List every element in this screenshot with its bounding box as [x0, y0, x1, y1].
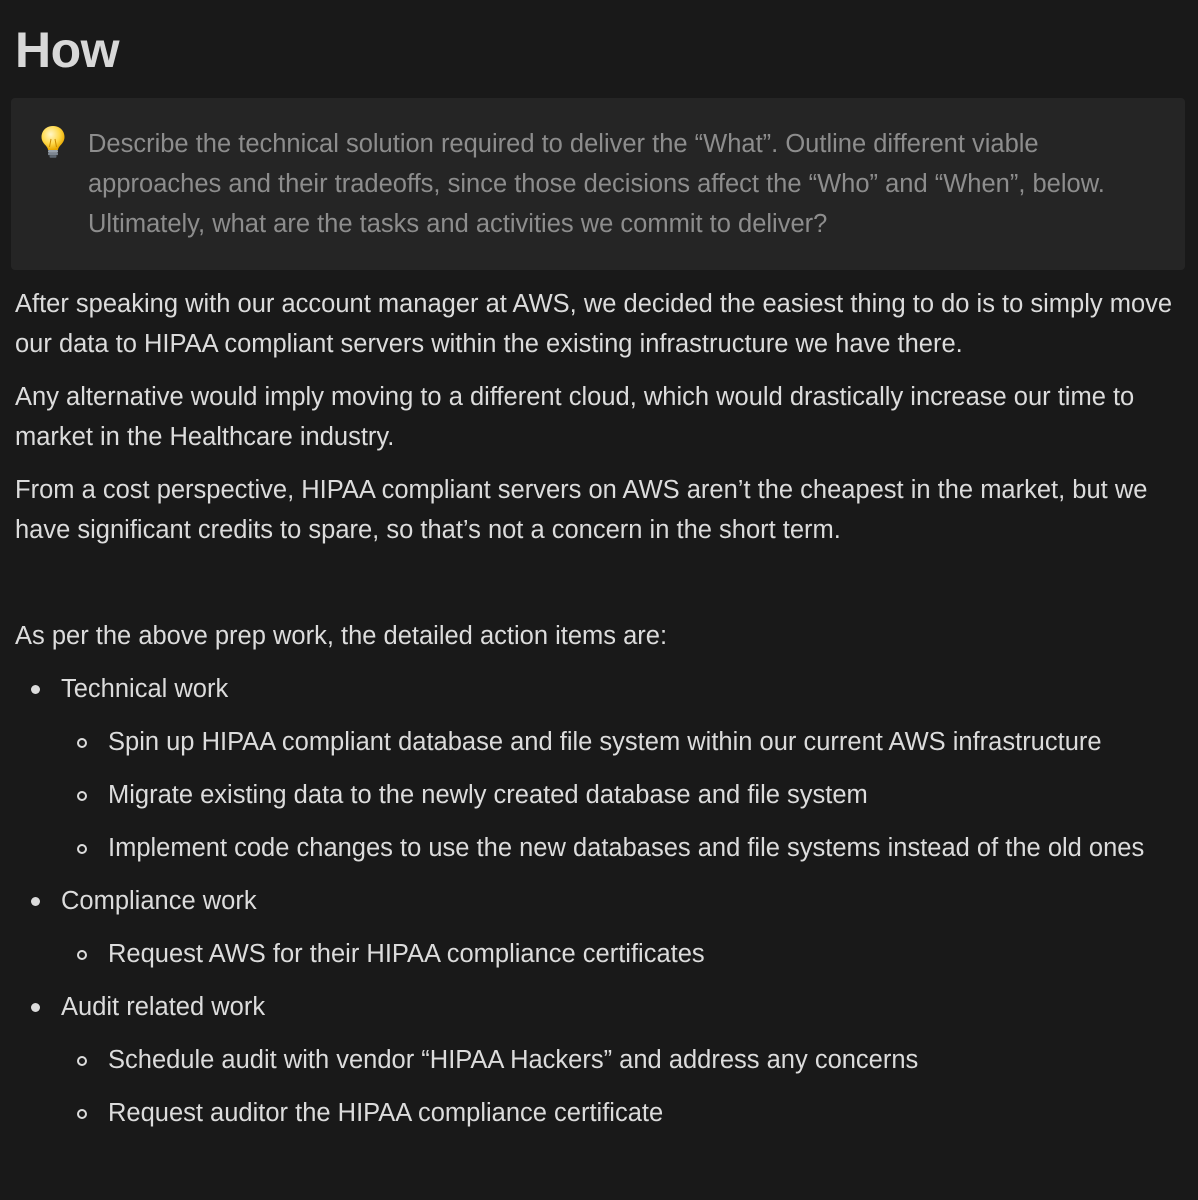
sub-list-item [0, 775, 1198, 815]
sub-list-item-label: Schedule audit with vendor “HIPAA Hackers” and address any concerns [108, 1046, 919, 1074]
callout-block [11, 98, 1185, 270]
sub-list-item [0, 1093, 1198, 1133]
paragraph: As per the above prep work, the detailed action items are: [15, 622, 668, 650]
list-item [0, 881, 1198, 934]
callout-text: Describe the technical solution required to deliver the “What”. Outline different viable approaches and their tradeoffs, since those decisions affect the “Who” and “When”, below. Ultimately, what are the tasks and activities we commit to deliver? [88, 130, 1105, 238]
sub-list-item-label: Request AWS for their HIPAA compliance certificates [108, 940, 705, 968]
sub-list-item [0, 722, 1198, 762]
sub-list-item [0, 934, 1198, 974]
bullet-circle-icon [77, 1056, 87, 1066]
list-item [0, 669, 1198, 722]
sub-list-item [0, 1040, 1198, 1080]
bullet-circle-icon [77, 844, 87, 854]
sub-list-item-label: Request auditor the HIPAA compliance certificate [108, 1099, 664, 1127]
list-item-label: Technical work [61, 675, 229, 703]
bullet-icon [31, 897, 40, 906]
list-item [0, 987, 1198, 1040]
sub-list-item-label: Implement code changes to use the new databases and file systems instead of the old ones [108, 834, 1145, 862]
list-item-label: Audit related work [61, 993, 266, 1021]
bullet-icon [31, 685, 40, 694]
sub-list-item [0, 828, 1198, 868]
bullet-circle-icon [77, 1109, 87, 1119]
paragraph: After speaking with our account manager at AWS, we decided the easiest thing to do is to simply move our data to HIPAA compliant servers within the existing infrastructure we have there. [15, 290, 1173, 358]
sub-list-item-label: Spin up HIPAA compliant database and file system within our current AWS infrastructure [108, 728, 1102, 756]
bullet-circle-icon [77, 738, 87, 748]
list-item-label: Compliance work [61, 887, 257, 915]
paragraph: Any alternative would imply moving to a different cloud, which would drastically increase our time to market in the Healthcare industry. [15, 383, 1135, 451]
bullet-circle-icon [77, 950, 87, 960]
bullet-circle-icon [77, 791, 87, 801]
action-items-list [0, 669, 1198, 1146]
lightbulb-icon [40, 125, 66, 159]
paragraph: From a cost perspective, HIPAA compliant servers on AWS aren’t the cheapest in the market, but we have significant credits to spare, so that’s not a concern in the short term. [15, 476, 1148, 544]
page-title: How [15, 22, 120, 78]
bullet-icon [31, 1003, 40, 1012]
sub-list-item-label: Migrate existing data to the newly created database and file system [108, 781, 868, 809]
